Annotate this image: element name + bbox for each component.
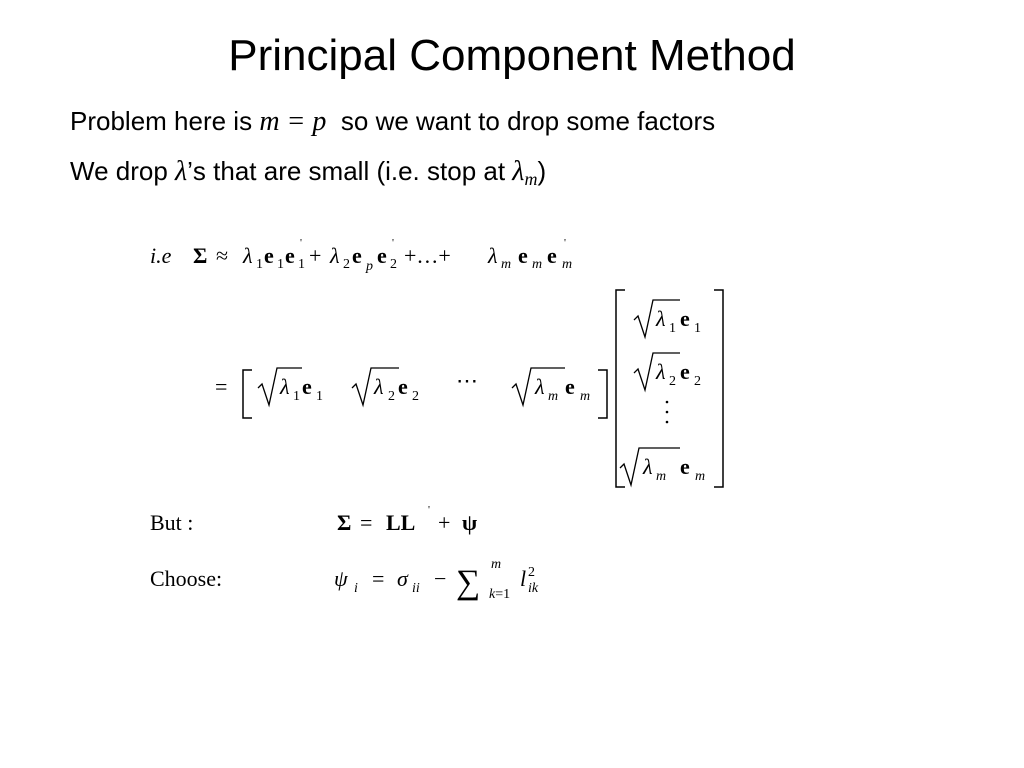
choose-label: Choose: — [150, 566, 223, 591]
equation-matrix-product — [215, 290, 723, 487]
svg-text:λ: λ — [535, 374, 545, 399]
svg-text:': ' — [564, 237, 566, 249]
svg-text:e: e — [352, 243, 362, 268]
svg-text:e: e — [302, 374, 312, 399]
bullet-drop-pre: We drop — [70, 156, 176, 186]
svg-text:m: m — [695, 469, 706, 484]
svg-text:i: i — [354, 581, 358, 596]
svg-text:≈: ≈ — [216, 243, 229, 268]
svg-text:2: 2 — [343, 257, 350, 272]
svg-text:+: + — [438, 510, 451, 535]
svg-text:': ' — [428, 504, 430, 516]
bullet-drop-lambda: λ — [175, 156, 188, 187]
svg-text:λ: λ — [243, 243, 253, 268]
svg-text:2: 2 — [669, 374, 676, 389]
bullet-problem-math: m = p — [259, 106, 327, 137]
svg-text:LL: LL — [386, 510, 416, 535]
bullet-drop-mid: ’s that are small (i.e. stop at — [187, 156, 513, 186]
svg-text:e: e — [680, 306, 690, 331]
svg-text:1: 1 — [256, 257, 263, 272]
svg-text:2: 2 — [412, 389, 419, 404]
svg-text:1: 1 — [316, 389, 323, 404]
svg-text:λ: λ — [488, 243, 498, 268]
svg-text:e: e — [285, 243, 295, 268]
bullet-drop-post: ) — [537, 156, 547, 186]
svg-text:1: 1 — [298, 257, 305, 272]
svg-text:k=1: k=1 — [489, 587, 511, 602]
svg-text:2: 2 — [390, 257, 397, 272]
svg-text:p: p — [366, 259, 373, 274]
svg-text:': ' — [392, 237, 394, 249]
equation-sigma-sum — [150, 237, 572, 274]
svg-text:e: e — [398, 374, 408, 399]
svg-text:∑: ∑ — [456, 564, 481, 601]
svg-text:=: = — [360, 510, 373, 535]
svg-text:1: 1 — [694, 321, 701, 336]
bullet-problem-pre: Problem here is — [70, 106, 260, 136]
svg-text:2: 2 — [388, 389, 395, 404]
svg-text:2: 2 — [694, 374, 701, 389]
svg-text:': ' — [300, 237, 302, 249]
svg-text:λ: λ — [643, 454, 653, 479]
equation-choose — [150, 557, 539, 602]
svg-text:ψ: ψ — [462, 510, 478, 535]
svg-text:−: − — [434, 566, 447, 591]
svg-text:e: e — [518, 243, 528, 268]
svg-text:e: e — [680, 359, 690, 384]
svg-text:Σ: Σ — [193, 243, 208, 268]
equation-but — [150, 504, 477, 535]
svg-text:1: 1 — [277, 257, 284, 272]
svg-text:2: 2 — [528, 565, 535, 580]
svg-text:e: e — [377, 243, 387, 268]
svg-text:l: l — [520, 566, 527, 591]
svg-text:m: m — [501, 257, 512, 272]
svg-text:Σ: Σ — [337, 510, 352, 535]
svg-text:ψ: ψ — [334, 566, 348, 591]
svg-text:m: m — [580, 389, 591, 404]
svg-text:1: 1 — [669, 321, 676, 336]
svg-text:e: e — [547, 243, 557, 268]
svg-text:λ: λ — [374, 374, 384, 399]
but-label: But : — [150, 510, 194, 535]
svg-text:ii: ii — [412, 581, 420, 596]
svg-text:m: m — [656, 469, 667, 484]
svg-text:λ: λ — [656, 306, 666, 331]
svg-text:=: = — [215, 374, 228, 399]
svg-text:m: m — [562, 257, 573, 272]
bullet-drop-lambda-m: $\lambda_m$ — [512, 156, 538, 189]
slide-title: Principal Component Method — [228, 31, 796, 80]
ie-label: i.e — [150, 243, 172, 268]
bullet-problem-post: so we want to drop some factors — [326, 106, 716, 136]
svg-text:e: e — [565, 374, 575, 399]
svg-text:λ: λ — [656, 359, 666, 384]
svg-text:⋯: ⋯ — [456, 368, 478, 393]
svg-text:σ: σ — [397, 566, 408, 591]
svg-text:λ: λ — [330, 243, 340, 268]
svg-text:m: m — [491, 557, 502, 572]
svg-text:+: + — [309, 243, 322, 268]
svg-text:λ: λ — [280, 374, 290, 399]
svg-text:1: 1 — [293, 389, 300, 404]
svg-text:m: m — [548, 389, 559, 404]
svg-text:e: e — [264, 243, 274, 268]
svg-text:ik: ik — [528, 581, 539, 596]
svg-text:+…+: +…+ — [404, 243, 451, 268]
svg-text:m: m — [532, 257, 543, 272]
svg-text:e: e — [680, 454, 690, 479]
svg-text:=: = — [372, 566, 385, 591]
